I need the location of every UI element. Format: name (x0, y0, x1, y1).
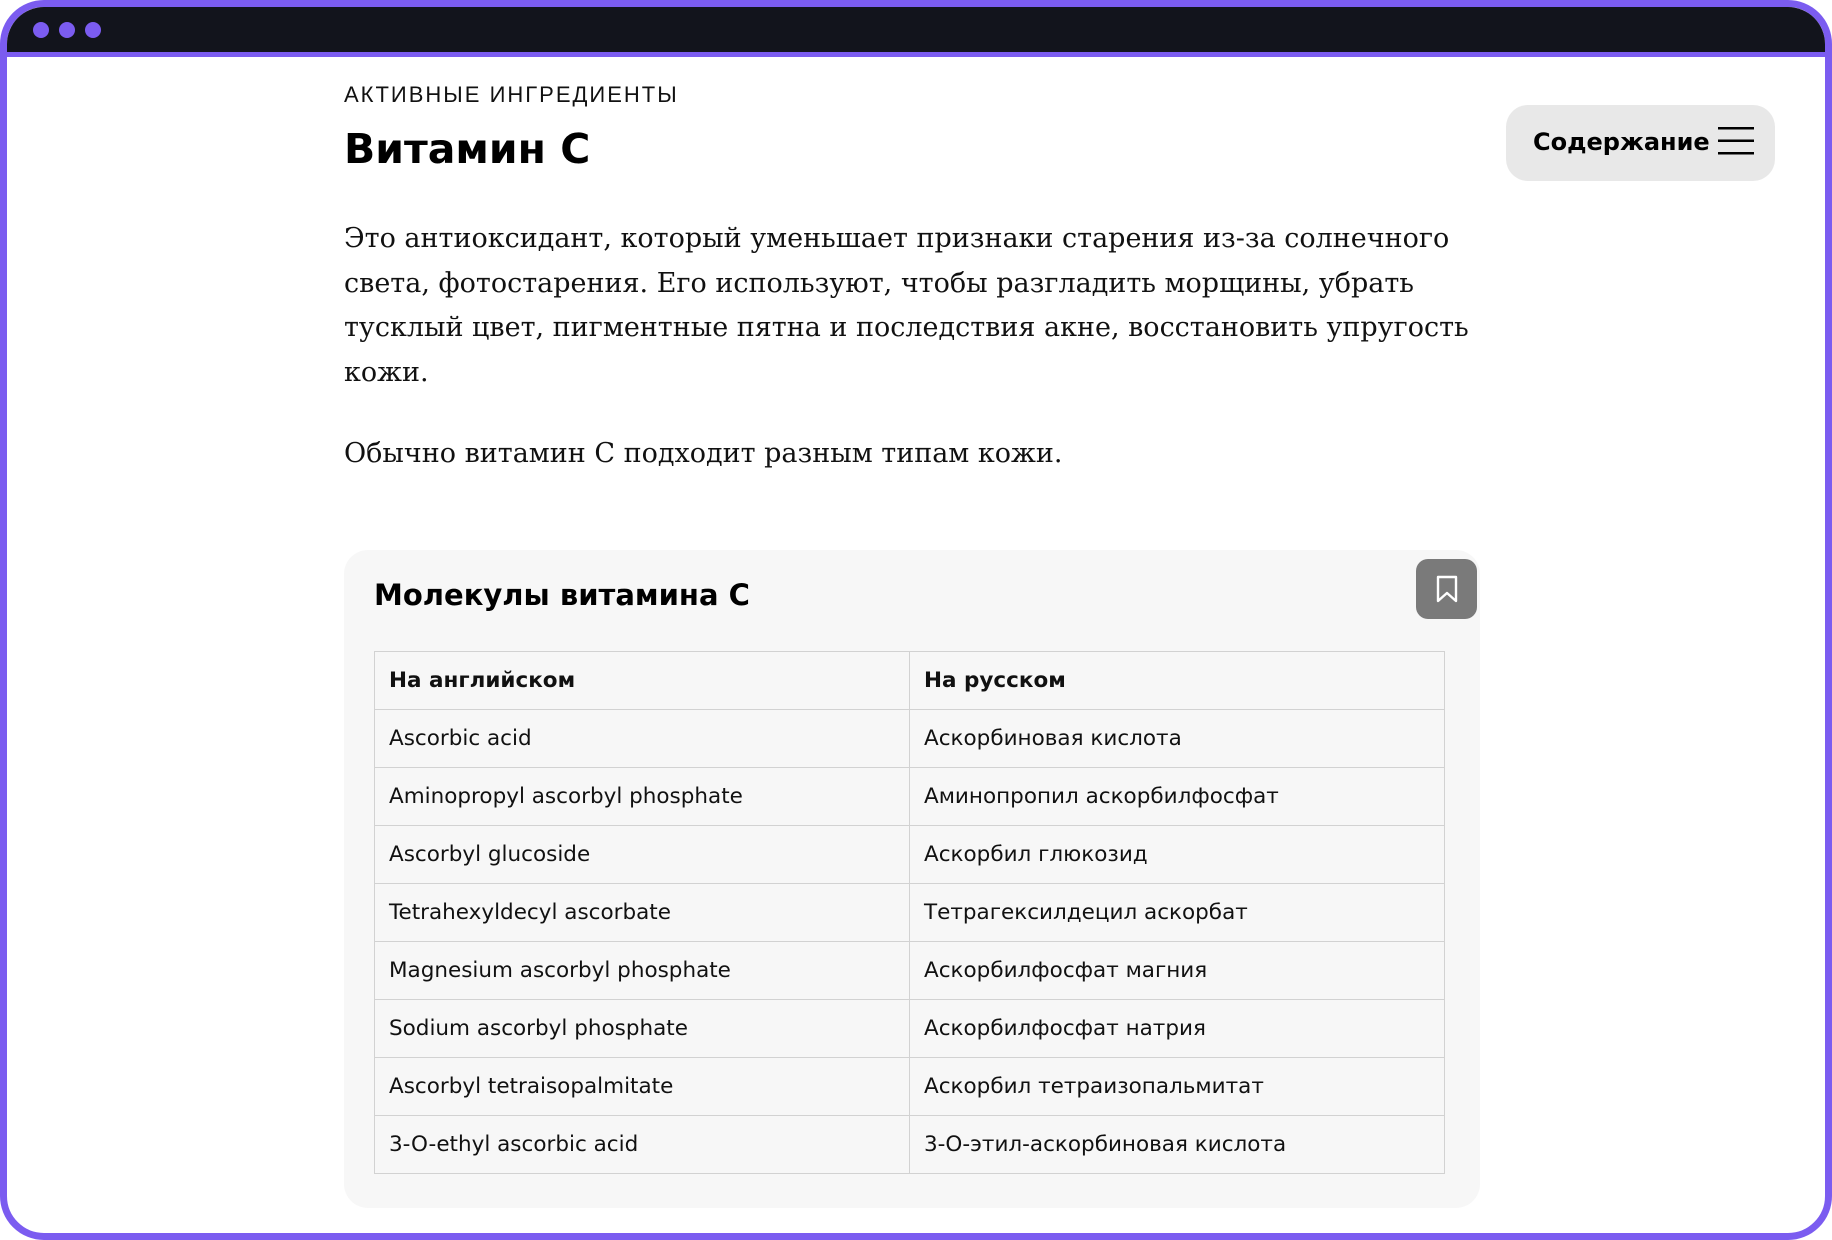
table-cell-russian: Аскорбил глюкозид (910, 826, 1445, 884)
article-body (344, 217, 1494, 477)
table-of-contents-button[interactable] (1506, 105, 1775, 181)
table-cell-english: Ascorbyl glucoside (375, 826, 910, 884)
toc-label: Содержание (1533, 128, 1710, 156)
table-cell-english: Aminopropyl ascorbyl phosphate (375, 768, 910, 826)
table-cell-russian: Аскорбилфосфат магния (910, 942, 1445, 1000)
hamburger-menu-icon (1718, 126, 1754, 156)
table-cell-english: Tetrahexyldecyl ascorbate (375, 884, 910, 942)
section-eyebrow: АКТИВНЫЕ ИНГРЕДИЕНТЫ (344, 82, 679, 107)
bookmark-button[interactable] (1416, 559, 1477, 619)
table-cell-russian: Аскорбил тетраизопальмитат (910, 1058, 1445, 1116)
table-row (375, 1000, 1445, 1058)
table-cell-russian: Аминопропил аскорбилфосфат (910, 768, 1445, 826)
table-cell-english: Ascorbyl tetraisopalmitate (375, 1058, 910, 1116)
bookmark-icon (1435, 575, 1459, 603)
table-cell-russian: Аскорбиновая кислота (910, 710, 1445, 768)
page-content (7, 57, 1825, 1233)
molecules-card (344, 550, 1480, 1208)
table-cell-russian: Тетрагексилдецил аскорбат (910, 884, 1445, 942)
table-row (375, 1116, 1445, 1174)
table-row (375, 710, 1445, 768)
table-row (375, 942, 1445, 1000)
card-title: Молекулы витамина С (374, 578, 750, 612)
table-header-row (375, 652, 1445, 710)
table-row (375, 884, 1445, 942)
page-title: Витамин С (344, 125, 591, 173)
window-titlebar (7, 7, 1825, 57)
table-cell-russian: 3-О-этил-аскорбиновая кислота (910, 1116, 1445, 1174)
window-control-dot[interactable] (59, 22, 75, 38)
window-control-dot[interactable] (85, 22, 101, 38)
window-control-dot[interactable] (33, 22, 49, 38)
table-cell-russian: Аскорбилфосфат натрия (910, 1000, 1445, 1058)
article-paragraph: Это антиоксидант, который уменьшает признаки старения из-за солнечного света, фотостарения. Его используют, чтобы разгладить морщины, убрать тусклый цвет, пигментные пятна и последствия акне, восстановить упругость кожи. (344, 223, 1469, 388)
table-cell-english: 3-O-ethyl ascorbic acid (375, 1116, 910, 1174)
table-cell-english: Magnesium ascorbyl phosphate (375, 942, 910, 1000)
column-header-russian: На русском (910, 652, 1445, 710)
table-cell-english: Sodium ascorbyl phosphate (375, 1000, 910, 1058)
table-cell-english: Ascorbic acid (375, 710, 910, 768)
table-row (375, 826, 1445, 884)
molecules-table (374, 651, 1445, 1174)
column-header-english: На английском (375, 652, 910, 710)
table-row (375, 1058, 1445, 1116)
article-paragraph: Обычно витамин С подходит разным типам кожи. (344, 438, 1063, 469)
table-row (375, 768, 1445, 826)
